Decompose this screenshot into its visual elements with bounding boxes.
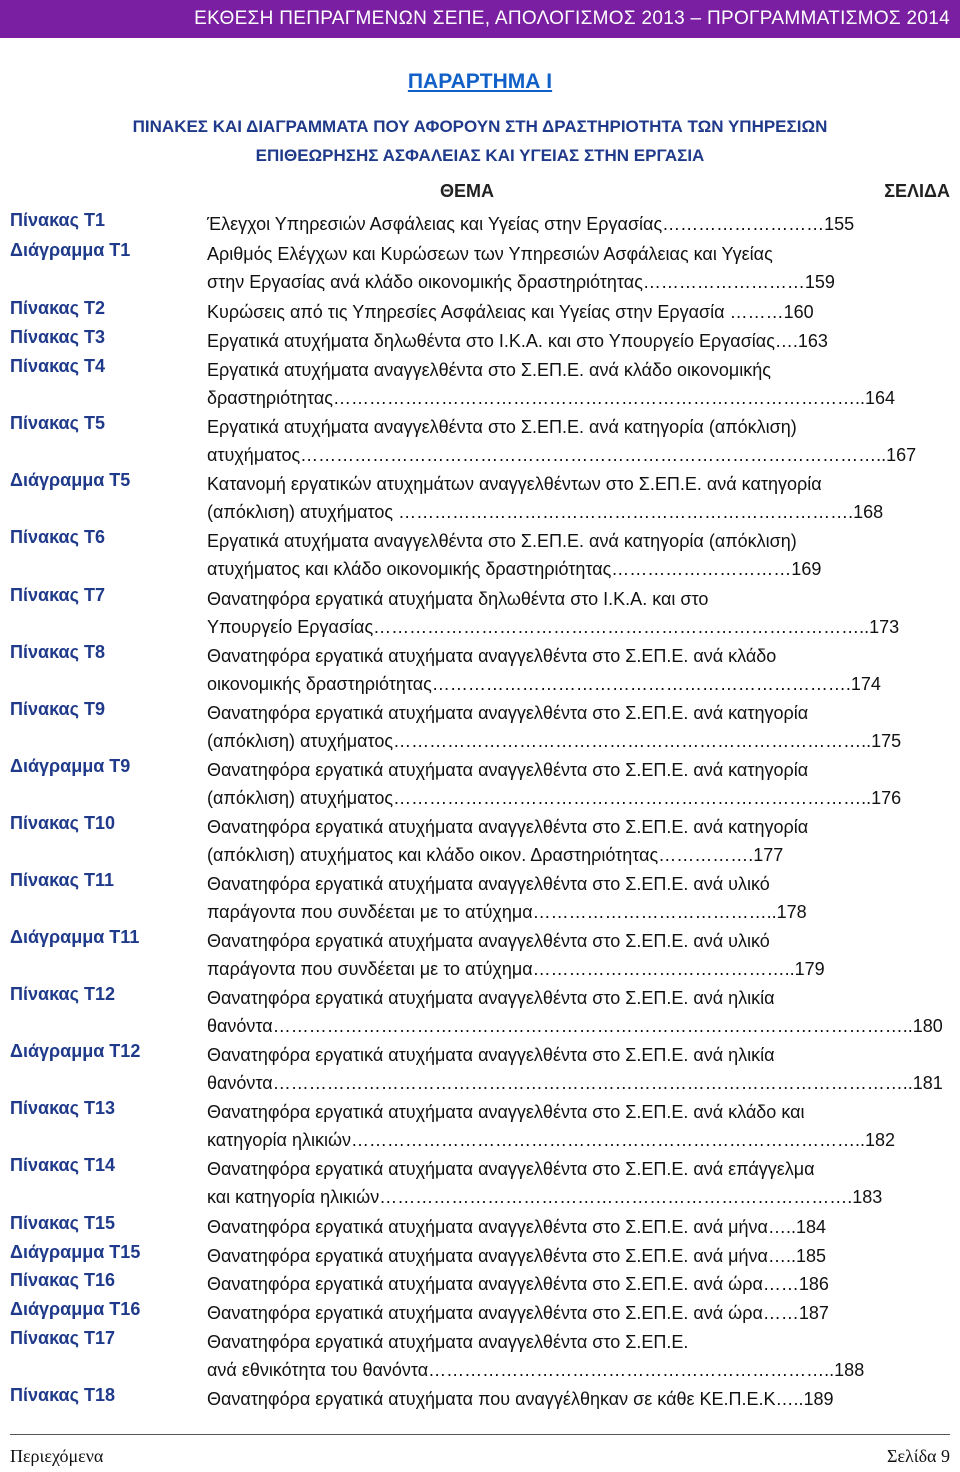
toc-entry-line2: (απόκλιση) ατυχήματος ………………………………………………………………….168 xyxy=(207,502,884,522)
toc-entry-description xyxy=(207,699,949,755)
toc-entry-label: Πίνακας Τ10 xyxy=(10,813,115,833)
toc-entry-line1: Θανατηφόρα εργατικά ατυχήματα που αναγγέλθηκαν σε κάθε ΚΕ.Π.Ε.Κ…..189 xyxy=(207,1389,834,1409)
toc-entry-line1: Έλεγχοι Υπηρεσιών Ασφάλειας και Υγείας στην Εργασίας………………………155 xyxy=(207,214,855,234)
toc-entry-label: Πίνακας Τ17 xyxy=(10,1328,115,1348)
toc-entry-line2: (απόκλιση) ατυχήματος……………………………………………………………………..176 xyxy=(207,788,902,808)
toc-entry-line1: Εργατικά ατυχήματα αναγγελθέντα στο Σ.ΕΠ.Ε. ανά κατηγορία (απόκλιση) xyxy=(207,531,797,551)
toc-entry-line1: Αριθμός Ελέγχων και Κυρώσεων των Υπηρεσιών Ασφάλειας και Υγείας xyxy=(207,244,773,264)
toc-entry-line1: Θανατηφόρα εργατικά ατυχήματα αναγγελθέντα στο Σ.ΕΠ.Ε. ανά ώρα……186 xyxy=(207,1274,829,1294)
toc-entry-description xyxy=(207,1098,949,1154)
column-header-topic: ΘΕΜΑ xyxy=(440,181,494,201)
toc-entry-description xyxy=(207,210,949,238)
toc-entry-line1: Θανατηφόρα εργατικά ατυχήματα αναγγελθέντα στο Σ.ΕΠ.Ε. ανά μήνα…..185 xyxy=(207,1246,826,1266)
appendix-title: ΠΑΡΑΡΤΗΜΑ Ι xyxy=(407,70,553,93)
toc-entry-description xyxy=(207,527,949,583)
toc-entry-label: Πίνακας Τ6 xyxy=(10,527,105,547)
toc-entry-label: Πίνακας Τ18 xyxy=(10,1385,115,1405)
toc-entry-line2: στην Εργασίας ανά κλάδο οικονομικής δραστηριότητας………………………159 xyxy=(207,272,835,292)
toc-entry-label: Πίνακας Τ2 xyxy=(10,298,105,318)
toc-entry-line2: ανά εθνικότητα του θανόντα…………………………………………………………..188 xyxy=(207,1360,865,1380)
toc-entry-line1: Θανατηφόρα εργατικά ατυχήματα αναγγελθέντα στο Σ.ΕΠ.Ε. ανά επάγγελμα xyxy=(207,1159,815,1179)
toc-entry-line2: θανόντα……………………………………………………………………………………………..181 xyxy=(207,1073,943,1093)
column-header-page: ΣΕΛΙΔΑ xyxy=(884,181,950,201)
toc-entry-line1: Θανατηφόρα εργατικά ατυχήματα αναγγελθέντα στο Σ.ΕΠ.Ε. ανά ηλικία xyxy=(207,1045,775,1065)
toc-entry-label: Πίνακας Τ3 xyxy=(10,327,105,347)
toc-entry-description xyxy=(207,1242,949,1270)
toc-entry-description xyxy=(207,984,949,1040)
toc-entry-description xyxy=(207,470,949,526)
toc-entry-label: Διάγραμμα Τ1 xyxy=(10,240,131,260)
toc-entry-label: Πίνακας Τ12 xyxy=(10,984,115,1004)
toc-entry-description xyxy=(207,927,949,983)
toc-entry-label: Πίνακας Τ14 xyxy=(10,1155,115,1175)
appendix-subtitle-line1: ΠΙΝΑΚΕΣ ΚΑΙ ΔΙΑΓΡΑΜΜΑΤΑ ΠΟΥ ΑΦΟΡΟΥΝ ΣΤΗ ΔΡΑΣΤΗΡΙΟΤΗΤΑ ΤΩΝ ΥΠΗΡΕΣΙΩΝ xyxy=(132,117,828,136)
toc-entry-line2: ατυχήματος και κλάδο οικονομικής δραστηριότητας…………………………169 xyxy=(207,559,822,579)
toc-entry-label: Πίνακας Τ11 xyxy=(10,870,114,890)
toc-entry-description xyxy=(207,870,949,926)
toc-entry-description xyxy=(207,298,949,326)
toc-entry-label: Διάγραμμα Τ16 xyxy=(10,1299,141,1319)
toc-entry-line2: δραστηριότητας……………………………………………………………………………..164 xyxy=(207,388,895,408)
toc-entry-description xyxy=(207,1328,949,1384)
toc-entry-description xyxy=(207,240,949,296)
toc-entry-description xyxy=(207,585,949,641)
toc-entry-description xyxy=(207,1270,949,1298)
toc-entry-line1: Θανατηφόρα εργατικά ατυχήματα αναγγελθέντα στο Σ.ΕΠ.Ε. ανά κατηγορία xyxy=(207,703,809,723)
toc-entry-label: Πίνακας Τ5 xyxy=(10,413,105,433)
toc-entry-line1: Θανατηφόρα εργατικά ατυχήματα αναγγελθέντα στο Σ.ΕΠ.Ε. ανά μήνα…..184 xyxy=(207,1217,826,1237)
footer-page-number: Σελίδα 9 xyxy=(886,1446,950,1466)
toc-entry-description xyxy=(207,1385,949,1413)
toc-entry-line1: Εργατικά ατυχήματα αναγγελθέντα στο Σ.ΕΠ.Ε. ανά κλάδο οικονομικής xyxy=(207,360,771,380)
toc-entry-label: Πίνακας Τ7 xyxy=(10,585,105,605)
toc-entry-label: Πίνακας Τ4 xyxy=(10,356,105,376)
toc-entry-description xyxy=(207,413,949,469)
toc-entry-label: Διάγραμμα Τ12 xyxy=(10,1041,141,1061)
appendix-subtitle-line2: ΕΠΙΘΕΩΡΗΣΗΣ ΑΣΦΑΛΕΙΑΣ ΚΑΙ ΥΓΕΙΑΣ ΣΤΗΝ ΕΡΓΑΣΙΑ xyxy=(255,146,705,165)
toc-entry-line2: (απόκλιση) ατυχήματος……………………………………………………………………..175 xyxy=(207,731,902,751)
toc-entry-line1: Κατανομή εργατικών ατυχημάτων αναγγελθέντων στο Σ.ΕΠ.Ε. ανά κατηγορία xyxy=(207,474,822,494)
toc-entry-label: Διάγραμμα Τ11 xyxy=(10,927,140,947)
toc-entry-line2: ατυχήματος……………………………………………………………………………………..167 xyxy=(207,445,917,465)
toc-entry-line2: κατηγορία ηλικιών…………………………………………………………………………..182 xyxy=(207,1130,896,1150)
toc-entry-line2: και κατηγορία ηλικιών…………………………………………………………………….183 xyxy=(207,1187,883,1207)
toc-entry-line2: παράγοντα που συνδέεται με το ατύχημα……………………………………..179 xyxy=(207,959,825,979)
toc-entry-line1: Θανατηφόρα εργατικά ατυχήματα δηλωθέντα στο Ι.Κ.Α. και στο xyxy=(207,589,709,609)
toc-entry-line1: Θανατηφόρα εργατικά ατυχήματα αναγγελθέντα στο Σ.ΕΠ.Ε. ανά ηλικία xyxy=(207,988,775,1008)
toc-entry-description xyxy=(207,1041,949,1097)
toc-entry-line2: Υπουργείο Εργασίας………………………………………………………………………..173 xyxy=(207,617,900,637)
toc-entry-description xyxy=(207,756,949,812)
toc-entry-line1: Θανατηφόρα εργατικά ατυχήματα αναγγελθέντα στο Σ.ΕΠ.Ε. ανά κατηγορία xyxy=(207,817,809,837)
toc-entry-label: Διάγραμμα Τ9 xyxy=(10,756,131,776)
toc-entry-description xyxy=(207,327,949,355)
toc-entry-line2: (απόκλιση) ατυχήματος και κλάδο οικον. Δραστηριότητας…………….177 xyxy=(207,845,784,865)
toc-entry-label: Πίνακας Τ9 xyxy=(10,699,105,719)
toc-entry-line1: Θανατηφόρα εργατικά ατυχήματα αναγγελθέντα στο Σ.ΕΠ.Ε. ανά κλάδο xyxy=(207,646,777,666)
toc-entry-label: Πίνακας Τ8 xyxy=(10,642,105,662)
toc-entry-description xyxy=(207,1299,949,1327)
toc-entry-description xyxy=(207,813,949,869)
toc-entry-label: Πίνακας Τ15 xyxy=(10,1213,115,1233)
toc-entry-description xyxy=(207,356,949,412)
footer-divider xyxy=(10,1434,950,1435)
toc-entry-line1: Θανατηφόρα εργατικά ατυχήματα αναγγελθέντα στο Σ.ΕΠ.Ε. ανά ώρα……187 xyxy=(207,1303,829,1323)
toc-entry-line1: Θανατηφόρα εργατικά ατυχήματα αναγγελθέντα στο Σ.ΕΠ.Ε. ανά υλικό xyxy=(207,874,770,894)
toc-entry-line2: θανόντα……………………………………………………………………………………………..180 xyxy=(207,1016,943,1036)
toc-entry-line1: Θανατηφόρα εργατικά ατυχήματα αναγγελθέντα στο Σ.ΕΠ.Ε. ανά κατηγορία xyxy=(207,760,809,780)
toc-entry-line1: Θανατηφόρα εργατικά ατυχήματα αναγγελθέντα στο Σ.ΕΠ.Ε. ανά κλάδο και xyxy=(207,1102,805,1122)
toc-entry-label: Πίνακας Τ1 xyxy=(10,210,105,230)
toc-entry-label: Διάγραμμα Τ5 xyxy=(10,470,131,490)
toc-entry-line1: Εργατικά ατυχήματα αναγγελθέντα στο Σ.ΕΠ.Ε. ανά κατηγορία (απόκλιση) xyxy=(207,417,797,437)
running-header: ΕΚΘΕΣΗ ΠΕΠΡΑΓΜΕΝΩΝ ΣΕΠΕ, ΑΠΟΛΟΓΙΣΜΟΣ 2013 – ΠΡΟΓΡΑΜΜΑΤΙΣΜΟΣ 2014 xyxy=(0,0,960,38)
toc-entry-line2: παράγοντα που συνδέεται με το ατύχημα…………………………………..178 xyxy=(207,902,807,922)
toc-entry-label: Πίνακας Τ13 xyxy=(10,1098,115,1118)
toc-entry-line1: Κυρώσεις από τις Υπηρεσίες Ασφάλειας και Υγείας στην Εργασία ………160 xyxy=(207,302,814,322)
toc-entry-description xyxy=(207,642,949,698)
toc-entry-label: Διάγραμμα Τ15 xyxy=(10,1242,141,1262)
toc-entry-line2: οικονομικής δραστηριότητας…………………………………………………………….174 xyxy=(207,674,881,694)
toc-entry-line1: Θανατηφόρα εργατικά ατυχήματα αναγγελθέντα στο Σ.ΕΠ.Ε. xyxy=(207,1332,689,1352)
toc-entry-label: Πίνακας Τ16 xyxy=(10,1270,115,1290)
toc-entry-description xyxy=(207,1213,949,1241)
toc-entry-description xyxy=(207,1155,949,1211)
toc-entry-line1: Θανατηφόρα εργατικά ατυχήματα αναγγελθέντα στο Σ.ΕΠ.Ε. ανά υλικό xyxy=(207,931,770,951)
toc-entry-line1: Εργατικά ατυχήματα δηλωθέντα στο Ι.Κ.Α. και στο Υπουργείο Εργασίας….163 xyxy=(207,331,828,351)
footer-section: Περιεχόμενα xyxy=(10,1446,104,1466)
